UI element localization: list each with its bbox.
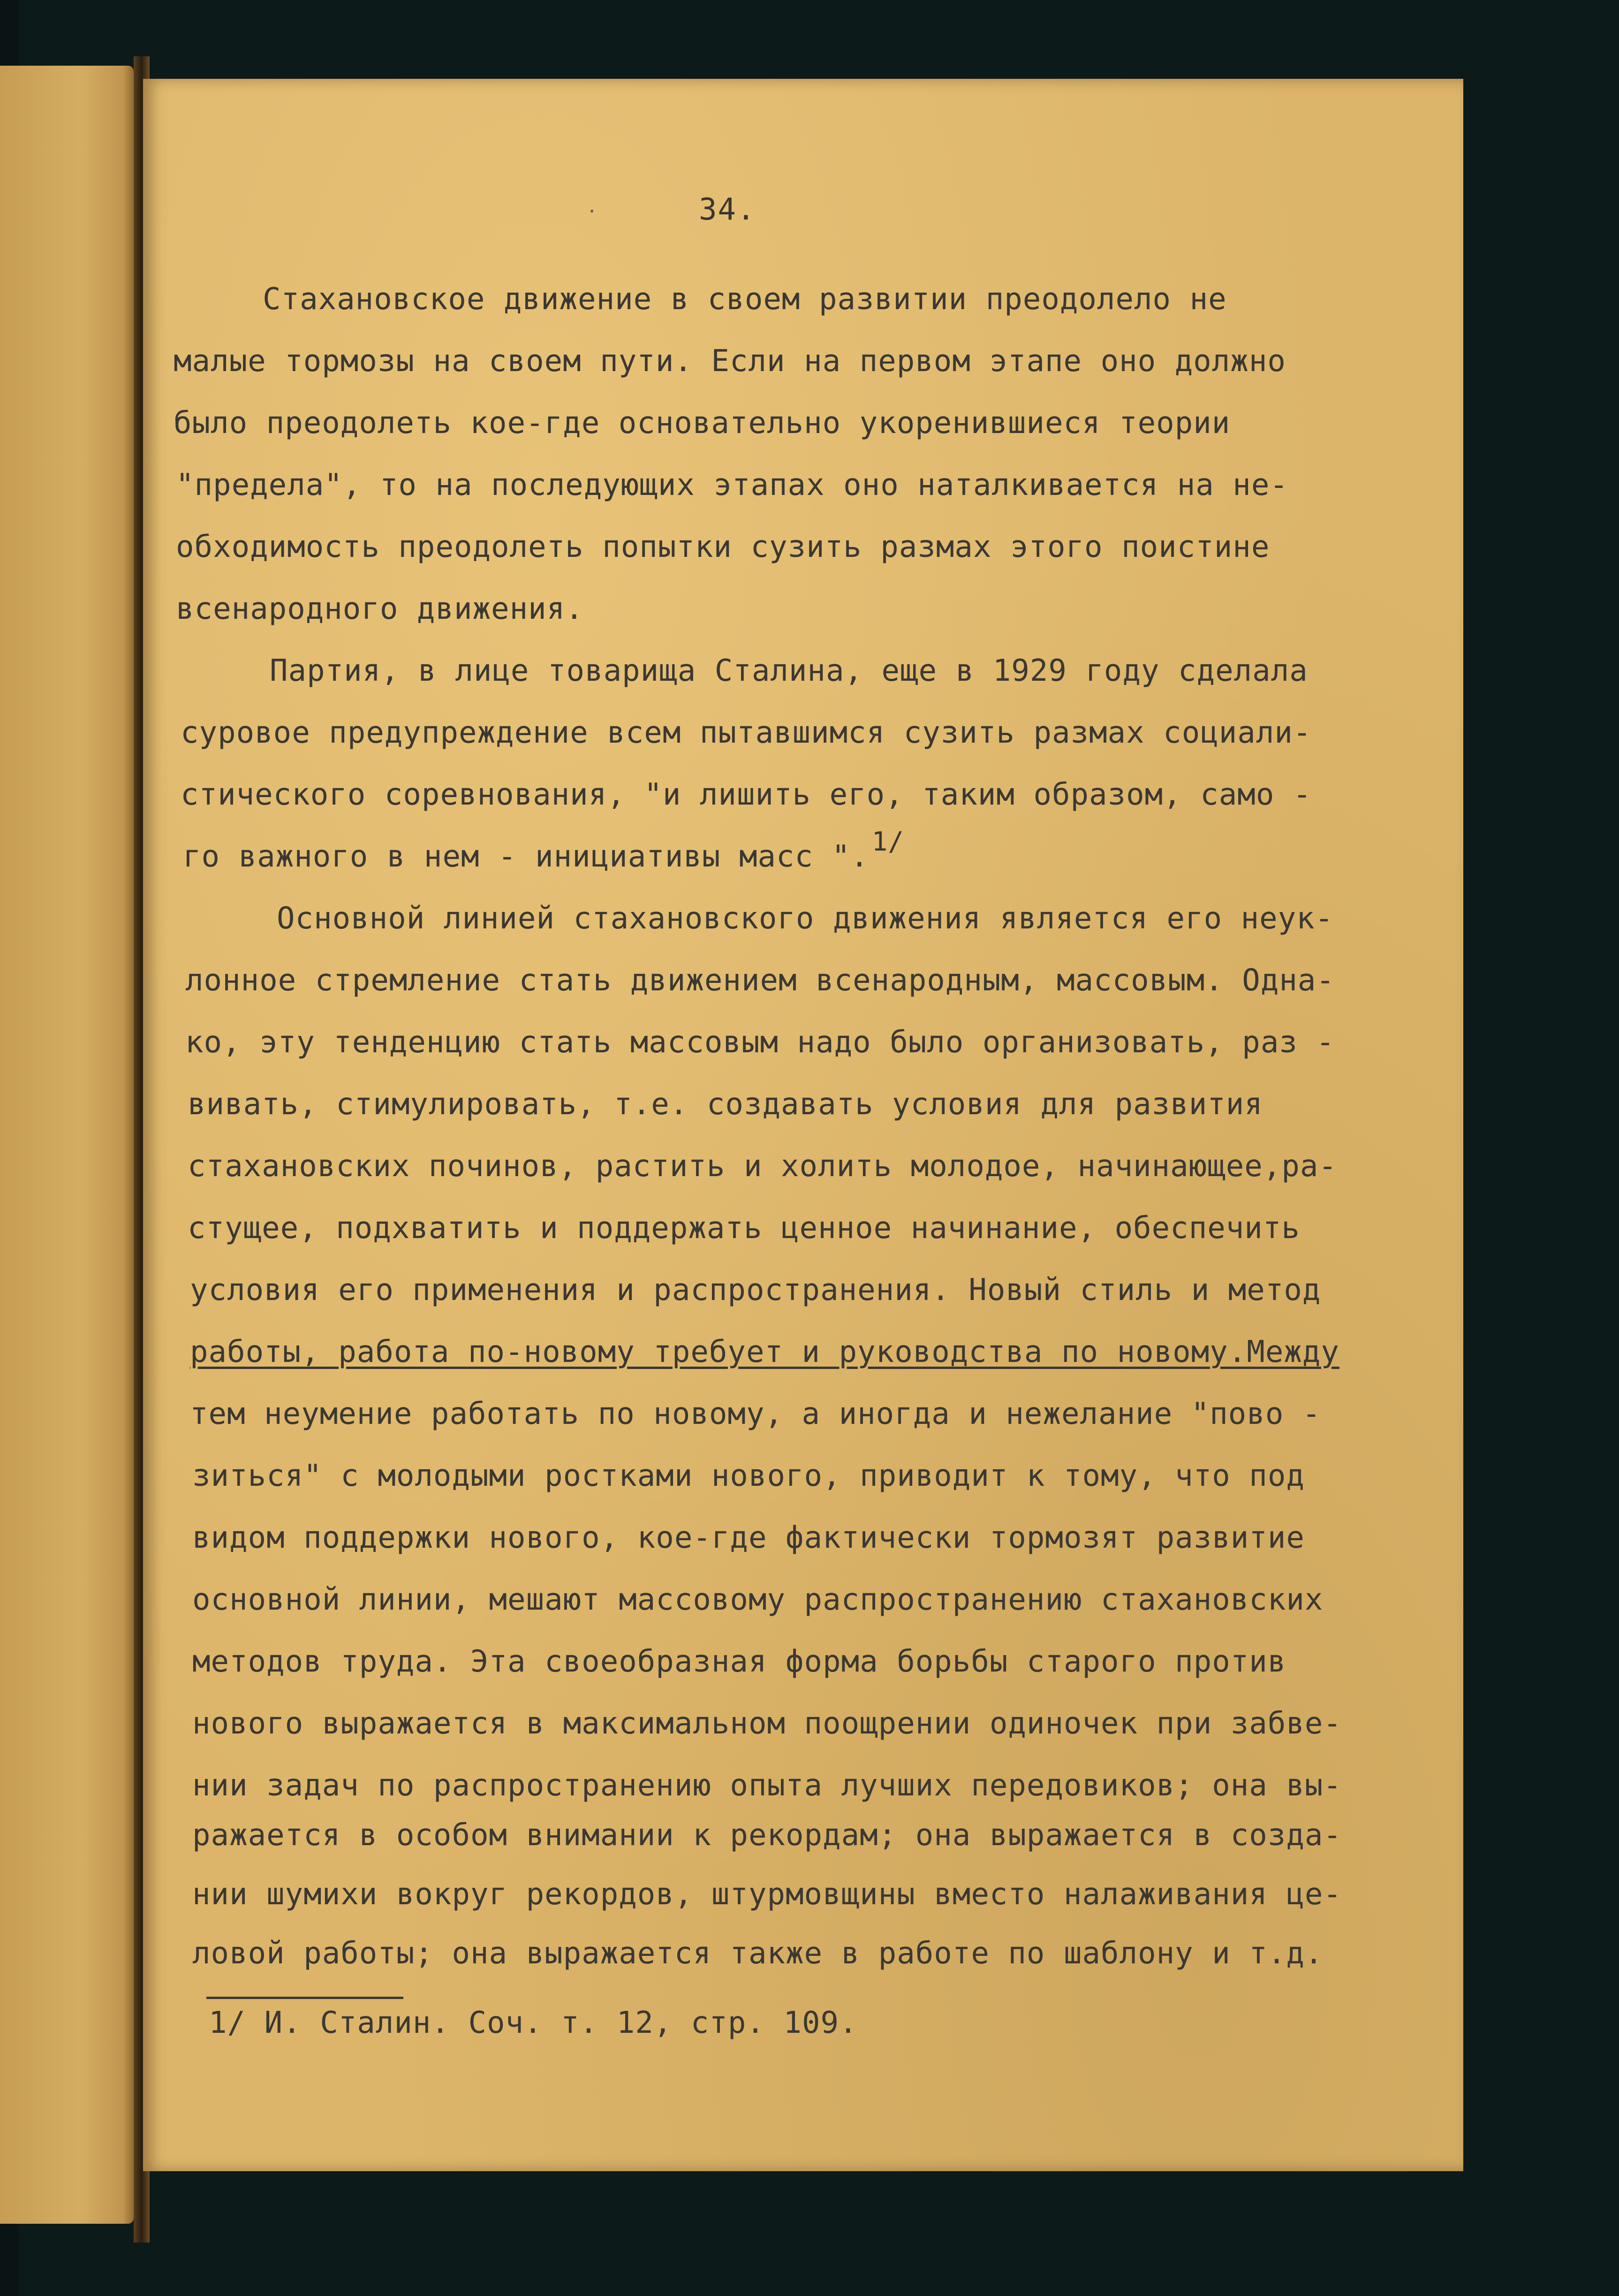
previous-page-edge	[0, 66, 134, 2224]
text-line: основной линии, мешают массовому распространению стахановских	[192, 1582, 1324, 1617]
page-number: 34.	[699, 192, 756, 227]
footnote-marker: 1/	[871, 827, 905, 857]
footnote-rule	[206, 1997, 403, 1999]
text-line: малые тормозы на своем пути. Если на первом этапе оно должно	[174, 344, 1286, 379]
text-line: ловой работы; она выражается также в работе по шаблону и т.д.	[192, 1936, 1324, 1971]
text-line: нового выражается в максимальном поощрении одиночек при забве-	[192, 1706, 1342, 1741]
text-line: нии шумихи вокруг рекордов, штурмовщины вместо налаживания це-	[192, 1877, 1342, 1912]
text-line: ко, эту тенденцию стать массовым надо было организовать, раз -	[185, 1025, 1335, 1060]
text-line: лонное стремление стать движением всенародным, массовым. Одна-	[185, 963, 1335, 998]
text-line: тем неумение работать по новому, а иногда и нежелание "пово -	[190, 1397, 1321, 1431]
text-line: стического соревнования, "и лишить его, таким образом, само -	[181, 777, 1312, 812]
text-line: суровое предупреждение всем пытавшимся сузить размах социали-	[181, 715, 1312, 750]
text-line: Стахановское движение в своем развитии преодолело не	[263, 282, 1227, 317]
text-line: стахановских починов, растить и холить молодое, начинающее,ра-	[188, 1149, 1337, 1184]
text-line: ражается в особом внимании к рекордам; она выражается в созда-	[192, 1818, 1342, 1853]
text-line: условия его применения и распространения. Новый стиль и метод	[190, 1273, 1321, 1308]
text-line: всенародного движения.	[176, 592, 584, 626]
page-mark: ·	[586, 201, 598, 222]
text-line: "предела", то на последующих этапах оно наталкивается на не-	[176, 468, 1288, 502]
text-line-with-footnote	[183, 827, 905, 877]
text-line: го важного в нем - инициативы масс ".	[183, 839, 869, 874]
footnote: 1/ И. Сталин. Соч. т. 12, стр. 109.	[209, 2006, 858, 2040]
document-page	[143, 79, 1463, 2171]
text-line: обходимость преодолеть попытки сузить размах этого поистине	[176, 530, 1270, 564]
text-line: стущее, подхватить и поддержать ценное начинание, обеспечить	[188, 1211, 1300, 1246]
text-line: вивать, стимулировать, т.е. создавать условия для развития	[188, 1087, 1263, 1122]
text-line: работы, работа по-новому требует и руководства по новому.Между	[190, 1335, 1339, 1369]
text-line: видом поддержки нового, кое-где фактически тормозят развитие	[192, 1521, 1305, 1555]
text-line: Партия, в лице товарища Сталина, еще в 1929 году сделала	[270, 654, 1308, 688]
text-line: нии задач по распространению опыта лучших передовиков; она вы-	[192, 1768, 1342, 1803]
text-line: зиться" с молодыми ростками нового, приводит к тому, что под	[192, 1459, 1305, 1493]
text-line: было преодолеть кое-где основательно укоренившиеся теории	[174, 406, 1231, 441]
text-line: Основной линией стахановского движения является его неук-	[277, 901, 1334, 936]
text-line: методов труда. Эта своеобразная форма борьбы старого против	[192, 1644, 1286, 1679]
